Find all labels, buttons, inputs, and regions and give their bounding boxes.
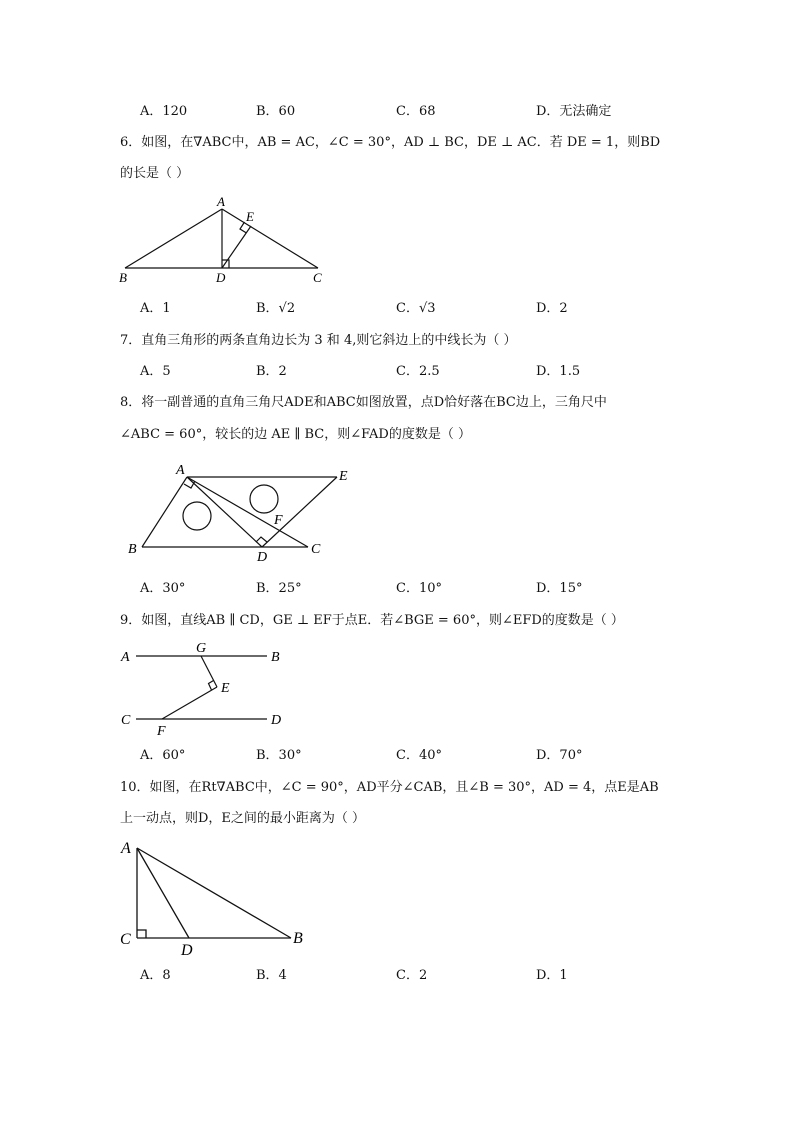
q10-right-angle-c (137, 930, 146, 938)
q10-stem-line1: 10．如图，在Rt∇ABC中，∠C = 90°，AD平分∠CAB，且∠B = 30°，AD = 4，点E是AB (120, 780, 659, 795)
q10-label-d: D (181, 942, 193, 959)
q9-label-b: B (271, 650, 280, 665)
q7-option-c[interactable]: C．2.5 (396, 364, 440, 379)
q8-option-a[interactable]: A．30° (140, 581, 186, 596)
q10-label-c: C (120, 931, 131, 948)
q8-stem-line2: ∠ABC = 60°，较长的边 AE ∥ BC，则∠FAD的度数是（ ） (120, 427, 471, 442)
q10-stem-line2: 上一动点，则D，E之间的最小距离为（ ） (120, 811, 366, 826)
q6-label-c: C (313, 270, 322, 285)
q9-right-angle-e (209, 681, 214, 691)
q5-option-b[interactable]: B．60 (256, 104, 296, 119)
q8-stem-line1: 8．将一副普通的直角三角尺ADE和ABC如图放置，点D恰好落在BC边上，三角尺中 (120, 395, 607, 410)
q6-option-a[interactable]: A．1 (140, 301, 171, 316)
q6-stem-line1: 6．如图，在∇ABC中，AB = AC，∠C = 30°，AD ⊥ BC，DE ⊥ AC．若 DE = 1，则BD (120, 135, 661, 150)
q7-option-b[interactable]: B．2 (256, 364, 287, 379)
q5-option-d[interactable]: D．无法确定 (536, 104, 612, 119)
q6-label-a: A (217, 194, 225, 209)
q8-label-e: E (339, 469, 348, 484)
q7-option-d[interactable]: D．1.5 (536, 364, 581, 379)
q8-segment-ba (142, 477, 187, 547)
q9-label-g: G (196, 641, 207, 656)
q8-right-angle-a (184, 481, 195, 488)
q8-label-b: B (128, 542, 137, 557)
q8-right-angle-d (256, 537, 267, 542)
q9-stem-line1: 9．如图，直线AB ∥ CD，GE ⊥ EF于点E．若∠BGE = 60°，则∠EFD的度数是（ ） (120, 613, 624, 628)
q10-option-b[interactable]: B．4 (256, 968, 287, 983)
q8-label-a: A (176, 463, 185, 478)
q9-figure (115, 636, 295, 740)
q9-label-d: D (271, 713, 282, 728)
q9-label-f: F (157, 724, 166, 739)
q8-label-d: D (257, 550, 268, 565)
q8-option-c[interactable]: C．10° (396, 581, 442, 596)
q10-figure (115, 834, 315, 960)
q6-segment-ab (125, 209, 222, 268)
q7-stem-line1: 7．直角三角形的两条直角边长为 3 和 4,则它斜边上的中线长为（ ） (120, 333, 517, 348)
q8-option-b[interactable]: B．25° (256, 581, 302, 596)
q6-label-e: E (246, 209, 254, 224)
q6-option-b[interactable]: B．√2 (256, 301, 296, 316)
q9-segment-ge (201, 656, 217, 687)
q10-option-a[interactable]: A．8 (140, 968, 171, 983)
q10-label-b: B (293, 930, 303, 947)
q10-segment-ab (137, 848, 291, 938)
q8-segment-ad (187, 477, 262, 547)
q9-label-e: E (221, 681, 230, 696)
q8-option-d[interactable]: D．15° (536, 581, 583, 596)
q7-option-a[interactable]: A．5 (140, 364, 171, 379)
q9-option-a[interactable]: A．60° (140, 748, 186, 763)
q8-hole-right (250, 485, 278, 513)
q6-segment-ac (222, 209, 318, 268)
q10-options (140, 967, 700, 985)
q8-label-c: C (311, 542, 321, 557)
q8-label-f: F (274, 513, 283, 528)
q6-options (140, 300, 700, 318)
q10-option-d[interactable]: D．1 (536, 968, 568, 983)
q8-segment-ac (187, 477, 308, 547)
q5-option-a[interactable]: A．120 (140, 104, 188, 119)
q8-segment-ed (262, 477, 337, 547)
q9-segment-ef (162, 687, 217, 719)
q9-option-d[interactable]: D．70° (536, 748, 583, 763)
q6-label-b: B (119, 270, 127, 285)
q6-label-d: D (216, 270, 226, 285)
q9-option-b[interactable]: B．30° (256, 748, 302, 763)
q9-label-c: C (121, 713, 131, 728)
q10-label-a: A (121, 840, 131, 857)
q6-option-d[interactable]: D．2 (536, 301, 568, 316)
q6-segment-de (222, 226, 251, 268)
q9-option-c[interactable]: C．40° (396, 748, 442, 763)
q5-option-c[interactable]: C．68 (396, 104, 436, 119)
q7-options (140, 363, 700, 381)
q8-hole-left (183, 502, 211, 530)
q6-figure (115, 193, 335, 288)
q10-segment-ad (137, 848, 189, 938)
q10-option-c[interactable]: C．2 (396, 968, 428, 983)
q9-options (140, 747, 700, 765)
q9-label-a: A (121, 650, 130, 665)
q6-stem-line2: 的长是（ ） (120, 166, 190, 181)
q6-option-c[interactable]: C．√3 (396, 301, 436, 316)
q8-options (140, 580, 700, 598)
q8-figure (120, 458, 360, 566)
q5-options (140, 103, 700, 121)
